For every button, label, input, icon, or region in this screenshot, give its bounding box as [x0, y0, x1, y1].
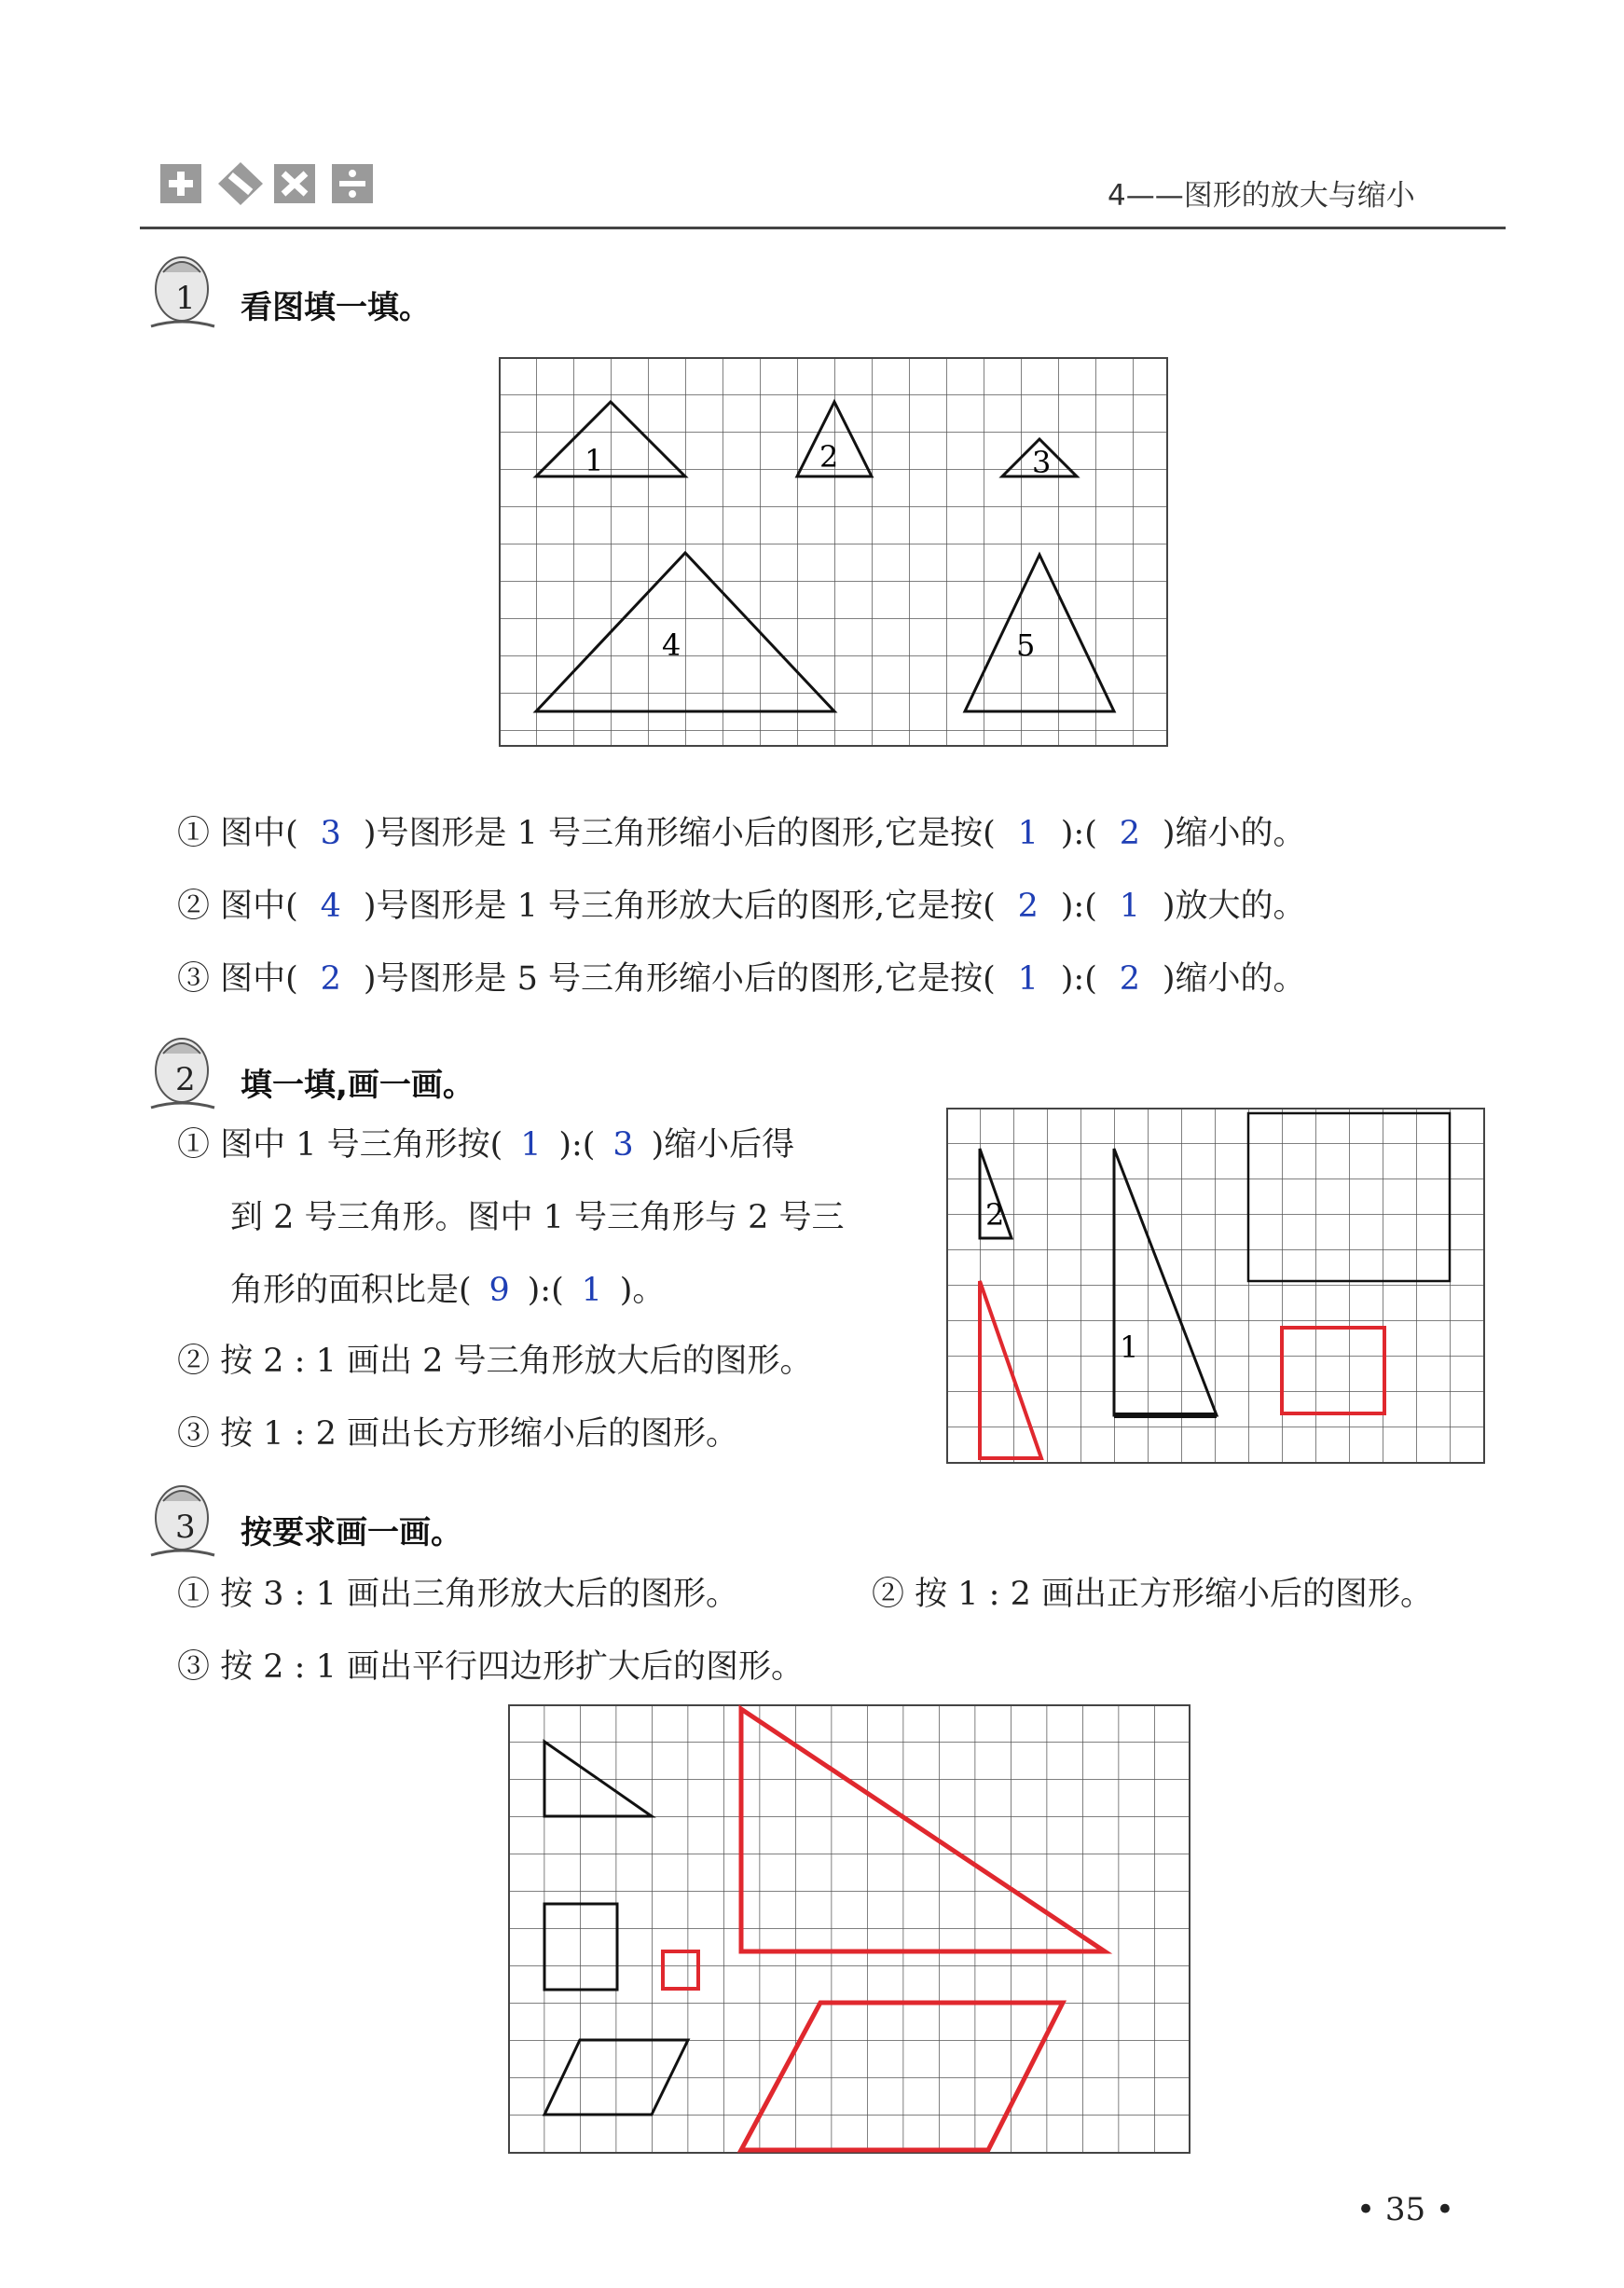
s2-q1-answer-3[interactable]: 9 [489, 1272, 510, 1309]
s1-q3-answer-1[interactable]: 2 [320, 960, 341, 998]
s2-q1-answer-4[interactable]: 1 [581, 1272, 602, 1309]
s2-question-3: ③ 按 1 : 2 画出长方形缩小后的图形。 [177, 1415, 738, 1453]
section-3-number: 3 [175, 1509, 196, 1546]
section-2-number: 2 [175, 1061, 196, 1098]
divide-icon [332, 164, 373, 203]
figure-3-grid [508, 1704, 1190, 2156]
s1-q2-answer-2[interactable]: 2 [1017, 888, 1039, 925]
s2-question-1-line3: 角形的面积比是( 9 ):( 1 )。 [230, 1272, 666, 1309]
plus-icon [160, 164, 201, 203]
chapter-title: 4——图形的放大与缩小 [1108, 179, 1415, 213]
label-5: 5 [1016, 627, 1036, 663]
s3-question-3: ③ 按 2 : 1 画出平行四边形扩大后的图形。 [177, 1648, 804, 1686]
section-1-number: 1 [175, 280, 196, 317]
times-icon [274, 164, 315, 203]
figure-1-grid [499, 357, 1170, 749]
s2-question-1-line2: 到 2 号三角形。图中 1 号三角形与 2 号三 [230, 1199, 845, 1236]
s1-q1-answer-1[interactable]: 3 [320, 815, 341, 852]
s3-question-2: ② 按 1 : 2 画出正方形缩小后的图形。 [872, 1576, 1433, 1613]
section-3-title: 按要求画一画。 [241, 1514, 462, 1551]
minus-icon [218, 162, 263, 205]
s2-q1-answer-1[interactable]: 1 [520, 1126, 542, 1164]
s2-question-1: ① 图中 1 号三角形按( 1 ):( 3 )缩小后得 [177, 1126, 795, 1164]
label-1: 1 [585, 443, 604, 478]
figure-2-grid [946, 1108, 1487, 1466]
s1-q3-answer-2[interactable]: 1 [1017, 960, 1039, 998]
header-rule [140, 227, 1506, 229]
section-2-title: 填一填,画一画。 [241, 1067, 475, 1104]
header-symbols [158, 160, 392, 207]
page-number: • 35 • [1356, 2191, 1454, 2228]
s3-question-1: ① 按 3 : 1 画出三角形放大后的图形。 [177, 1576, 738, 1613]
s1-q1-answer-3[interactable]: 2 [1119, 815, 1141, 852]
label-3: 3 [1032, 445, 1052, 480]
s1-q3-answer-3[interactable]: 2 [1119, 960, 1141, 998]
s1-q1-answer-2[interactable]: 1 [1017, 815, 1039, 852]
s1-question-1: ① 图中( 3 )号图形是 1 号三角形缩小后的图形,它是按( 1 ):( 2 )缩小的。 [177, 815, 1306, 852]
label-2: 2 [819, 439, 839, 475]
label-2: 2 [985, 1197, 1005, 1233]
label-1: 1 [1120, 1330, 1139, 1365]
s1-question-2: ② 图中( 4 )号图形是 1 号三角形放大后的图形,它是按( 2 ):( 1 )放大的。 [177, 888, 1306, 925]
s2-q1-answer-2[interactable]: 3 [612, 1126, 634, 1164]
label-4: 4 [662, 627, 681, 663]
s1-q2-answer-3[interactable]: 1 [1119, 888, 1141, 925]
section-1-title: 看图填一填。 [241, 289, 431, 326]
s1-question-3: ③ 图中( 2 )号图形是 5 号三角形缩小后的图形,它是按( 1 ):( 2 )缩小的。 [177, 960, 1306, 998]
s1-q2-answer-1[interactable]: 4 [320, 888, 341, 925]
s2-question-2: ② 按 2 : 1 画出 2 号三角形放大后的图形。 [177, 1343, 813, 1380]
